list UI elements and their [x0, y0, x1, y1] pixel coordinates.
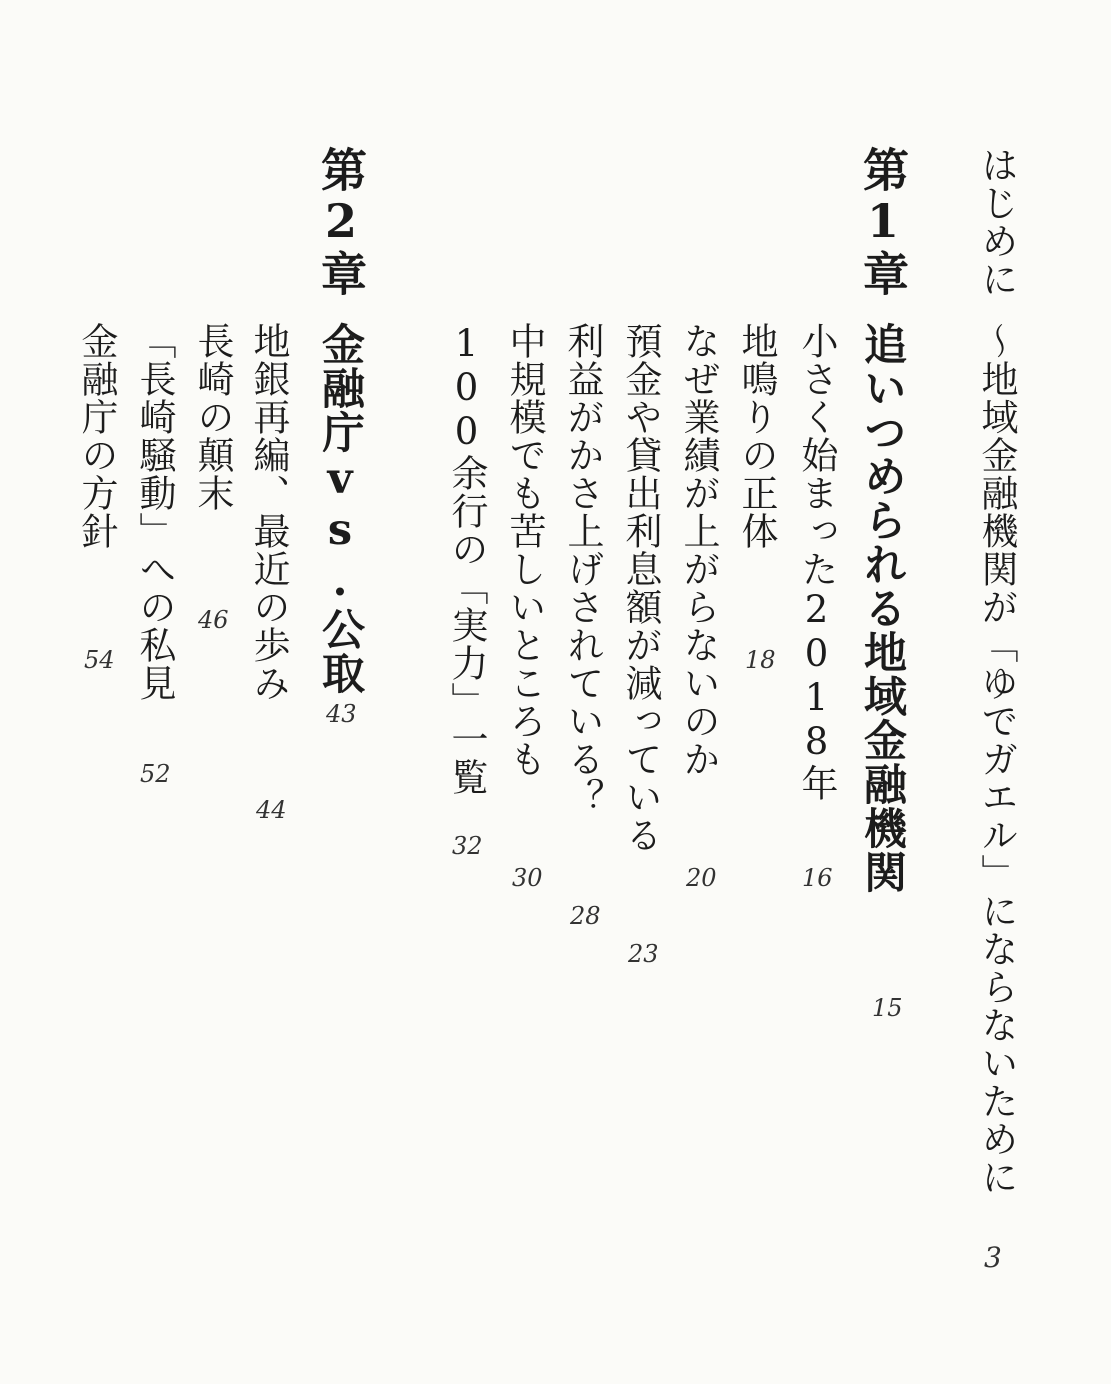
section-title: 100余行の「実力」一覧	[445, 322, 488, 796]
section-page-number: 23	[628, 940, 659, 968]
section-page-number: 32	[452, 832, 483, 860]
section-page-number: 30	[512, 864, 543, 892]
section-title: なぜ業績が上がらないのか	[677, 322, 720, 778]
section-title: 地銀再編、最近の歩み	[247, 322, 290, 702]
section-page-number: 46	[198, 606, 229, 634]
section-page-number: 52	[140, 760, 171, 788]
intro-page-number: 3	[984, 1241, 1002, 1274]
section-title: 中規模でも苦しいところも	[503, 322, 546, 778]
intro-label: はじめに	[975, 146, 1018, 298]
section-title: 小さく始まった2018年	[795, 322, 838, 802]
chapter2-page-number: 43	[326, 700, 357, 728]
section-title: 利益がかさ上げされている？	[561, 322, 604, 816]
section-page-number: 20	[686, 864, 717, 892]
section-page-number: 28	[570, 902, 601, 930]
section-title: 預金や貸出利息額が減っている	[619, 322, 662, 854]
section-title: 「長崎騒動」への私見	[133, 322, 176, 702]
chapter1-page-number: 15	[872, 994, 903, 1022]
section-title: 長崎の顛末	[191, 322, 234, 512]
intro-title: ～地域金融機関が「ゆでガエル」にならないために	[975, 322, 1018, 1196]
chapter2-label: 第2章	[314, 146, 368, 298]
section-page-number: 44	[256, 796, 287, 824]
section-page-number: 18	[745, 646, 776, 674]
chapter1-label: 第1章	[856, 146, 910, 298]
section-title: 地鳴りの正体	[735, 322, 778, 550]
chapter2-title: 金融庁vs.公取	[315, 322, 365, 695]
section-page-number: 16	[802, 864, 833, 892]
section-title: 金融庁の方針	[75, 322, 118, 550]
chapter1-title: 追いつめられる地域金融機関	[857, 322, 907, 894]
section-page-number: 54	[84, 646, 115, 674]
